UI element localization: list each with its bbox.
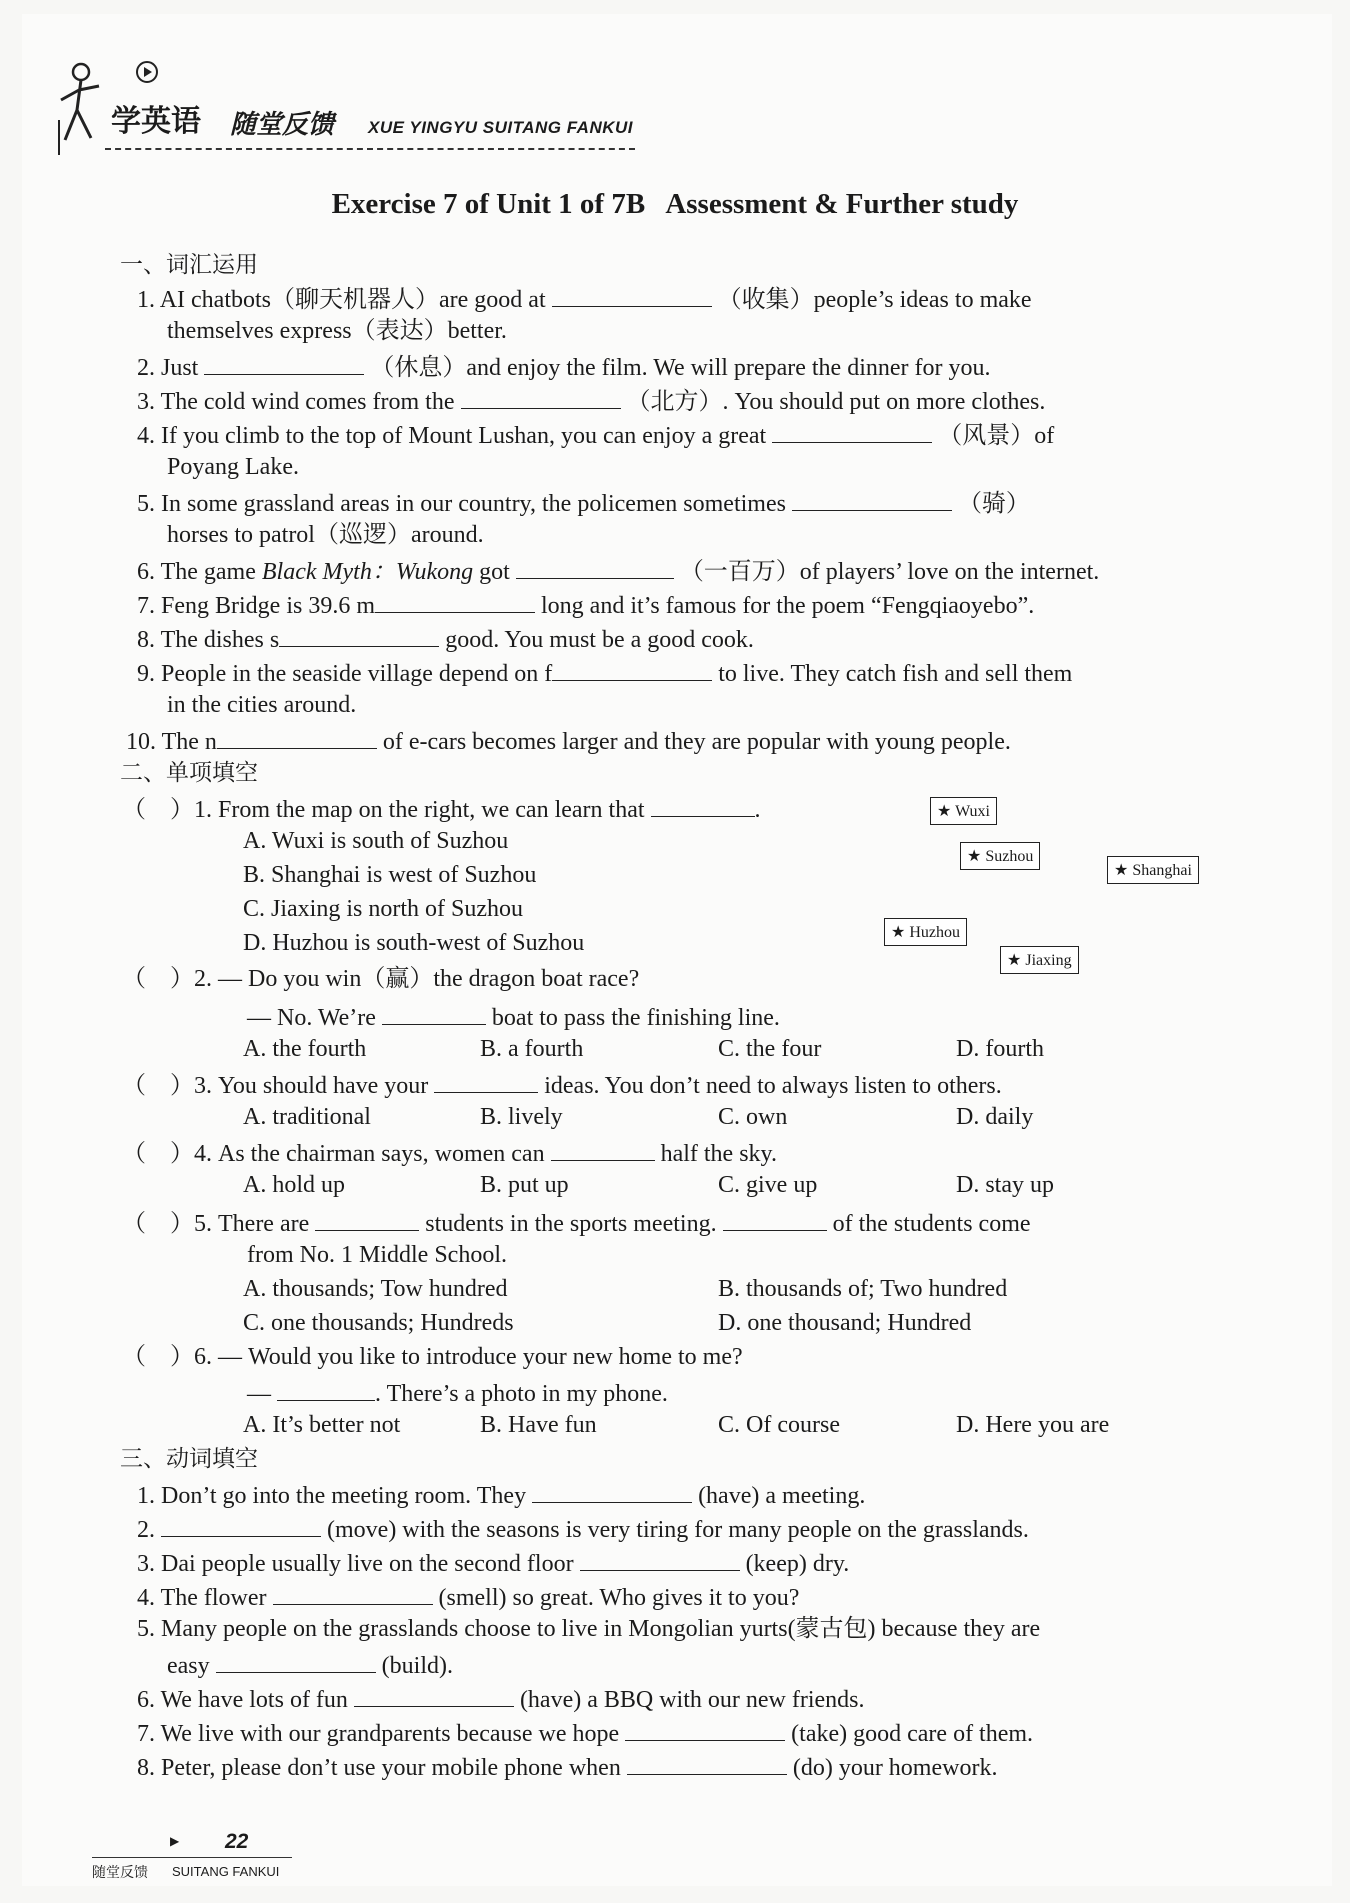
footer-label-en: SUITANG FANKUI [172,1864,280,1879]
mc-5-option-a: A. thousands; Tow hundred [243,1276,508,1302]
vocab-item-1-cont: themselves express（表达）better. [167,318,507,344]
answer-blank[interactable] [216,1648,376,1673]
vocab-item-9-cont: in the cities around. [167,692,357,718]
answer-blank[interactable] [627,1750,787,1775]
vocab-item-8: 8. The dishes s good. You must be a good cook. [137,622,754,655]
mc-3-option-d: D. daily [956,1104,1034,1130]
answer-blank [651,792,755,817]
mc-4-option-c: C. give up [718,1172,818,1198]
mc-2-option-a: A. the fourth [243,1036,367,1062]
mc-5-option-b: B. thousands of; Two hundred [718,1276,1008,1302]
mc-4-option-d: D. stay up [956,1172,1054,1198]
answer-paren[interactable]: （ [122,797,170,823]
map-city-jiaxing: ★ Jiaxing [1000,946,1079,974]
mc-6-option-a: A. It’s better not [243,1412,401,1438]
star-icon: ★ [967,848,982,865]
map-city-shanghai: ★ Shanghai [1107,856,1199,884]
mc-6-line2: — . There’s a photo in my phone. [247,1376,668,1409]
vocab-item-4-cont: Poyang Lake. [167,454,299,480]
answer-blank [315,1206,419,1231]
answer-blank [551,1136,655,1161]
mc-5-cont: from No. 1 Middle School. [247,1242,507,1268]
verb-item-3: 3. Dai people usually live on the second floor (keep) dry. [137,1546,849,1579]
answer-blank[interactable] [461,384,621,409]
mc-5-option-c: C. one thousands; Hundreds [243,1310,514,1336]
answer-blank [723,1206,827,1231]
footer-label-cn: 随堂反馈 [92,1865,148,1881]
vocab-item-9: 9. People in the seaside village depend on f to live. They catch fish and sell them [137,656,1072,689]
mc-6-option-c: C. Of course [718,1412,840,1438]
mc-3-option-b: B. lively [480,1104,563,1130]
header-title-en: XUE YINGYU SUITANG FANKUI [368,118,634,137]
answer-blank [382,1000,486,1025]
runner-logo-icon [55,60,115,160]
header-title-cn: 学英语 [111,104,201,139]
book-header [55,60,655,170]
mc-1-option-c: C. Jiaxing is north of Suzhou [243,896,523,922]
answer-blank[interactable] [217,724,377,749]
vocab-item-6: 6. The game Black Myth：Wukong got （一百万）of players’ love on the internet. [137,554,1099,587]
section-heading-verbs: 三、动词填空 [120,1446,258,1472]
verb-item-5-cont: easy (build). [167,1648,453,1681]
vocab-item-4: 4. If you climb to the top of Mount Lushan, you can enjoy a great （风景）of [137,418,1054,451]
vocab-item-5-cont: horses to patrol（巡逻）around. [167,522,484,548]
page-number: 22 [225,1830,249,1853]
verb-item-6: 6. We have lots of fun (have) a BBQ with our new friends. [137,1682,865,1715]
answer-paren[interactable]: （ [122,966,170,992]
mc-2-line2: — No. We’re boat to pass the finishing line. [247,1000,780,1033]
answer-paren[interactable]: （ [122,1073,170,1099]
section-heading-mc: 二、单项填空 [120,760,258,786]
answer-blank [434,1068,538,1093]
answer-blank[interactable] [532,1478,692,1503]
section-heading-vocab: 一、词汇运用 [120,252,258,278]
mc-3-option-a: A. traditional [243,1104,371,1130]
verb-item-8: 8. Peter, please don’t use your mobile phone when (do) your homework. [137,1750,997,1783]
vocab-item-7: 7. Feng Bridge is 39.6 m long and it’s famous for the poem “Fengqiaoyebo”. [137,588,1034,621]
answer-blank[interactable] [354,1682,514,1707]
mc-1-option-b: B. Shanghai is west of Suzhou [243,862,537,888]
mc-2-option-d: D. fourth [956,1036,1044,1062]
arrow-right-icon: ▶ [170,1834,180,1848]
answer-paren[interactable]: （ [122,1211,170,1237]
answer-blank[interactable] [375,588,535,613]
answer-blank[interactable] [772,418,932,443]
answer-blank[interactable] [552,656,712,681]
answer-blank[interactable] [792,486,952,511]
mc-4-option-b: B. put up [480,1172,569,1198]
mc-item-4: （ ）4. As the chairman says, women can half the sky. [122,1136,777,1169]
mc-1-option-a: A. Wuxi is south of Suzhou [243,828,509,854]
circle-play-icon [135,60,159,84]
mc-6-option-b: B. Have fun [480,1412,597,1438]
mc-item-5: （ ）5. There are students in the sports meeting. of the students come [122,1206,1031,1239]
answer-paren[interactable]: （ [122,1141,170,1167]
footer-divider [92,1857,292,1858]
star-icon: ★ [1114,862,1129,879]
answer-blank[interactable] [161,1512,321,1537]
mc-6-option-d: D. Here you are [956,1412,1110,1438]
map-city-wuxi: ★ Wuxi [930,797,997,825]
vocab-item-5: 5. In some grassland areas in our country, the policemen sometimes （骑） [137,486,1030,519]
answer-blank[interactable] [279,622,439,647]
verb-item-2: 2. (move) with the seasons is very tiring for many people on the grasslands. [137,1512,1029,1545]
mc-2-option-b: B. a fourth [480,1036,584,1062]
mc-1-option-d: D. Huzhou is south-west of Suzhou [243,930,585,956]
mc-item-2: （ ）2. — Do you win（赢）the dragon boat race? [122,966,640,992]
star-icon: ★ [1007,952,1022,969]
header-divider [105,148,635,150]
answer-blank[interactable] [580,1546,740,1571]
vocab-item-3: 3. The cold wind comes from the （北方）. You should put on more clothes. [137,384,1045,417]
mc-item-3: （ ）3. You should have your ideas. You don’t need to always listen to others. [122,1068,1002,1101]
answer-paren[interactable]: （ [122,1344,170,1370]
map-city-suzhou: ★ Suzhou [960,842,1040,870]
exercise-title: Exercise 7 of Unit 1 of 7B Assessment & Further study [331,188,1019,220]
answer-blank[interactable] [552,282,712,307]
mc-4-option-a: A. hold up [243,1172,345,1198]
vocab-item-1: 1. AI chatbots（聊天机器人）are good at （收集）people’s ideas to make [137,282,1032,315]
header-subtitle-cn: 随堂反馈 [230,110,335,140]
verb-item-4: 4. The flower (smell) so great. Who gives it to you? [137,1580,799,1613]
answer-blank[interactable] [625,1716,785,1741]
star-icon: ★ [891,924,906,941]
verb-item-1: 1. Don’t go into the meeting room. They (have) a meeting. [137,1478,865,1511]
mc-item-6: （ ）6. — Would you like to introduce your new home to me? [122,1344,743,1370]
mc-5-option-d: D. one thousand; Hundred [718,1310,972,1336]
verb-item-5: 5. Many people on the grasslands choose to live in Mongolian yurts(蒙古包) because they are [137,1616,1041,1642]
answer-blank[interactable] [204,350,364,375]
mc-3-option-c: C. own [718,1104,788,1130]
star-icon: ★ [937,803,952,820]
vocab-item-2: 2. Just （休息）and enjoy the film. We will prepare the dinner for you. [137,350,991,383]
mc-item-1: （ ）1. From the map on the right, we can learn that . [122,792,761,825]
verb-item-7: 7. We live with our grandparents because we hope (take) good care of them. [137,1716,1033,1749]
answer-blank[interactable] [273,1580,433,1605]
answer-blank[interactable] [516,554,674,579]
map-city-huzhou: ★ Huzhou [884,918,967,946]
answer-blank [277,1376,375,1401]
vocab-item-10: 10. The n of e-cars becomes larger and they are popular with young people. [126,724,1011,757]
mc-2-option-c: C. the four [718,1036,822,1062]
